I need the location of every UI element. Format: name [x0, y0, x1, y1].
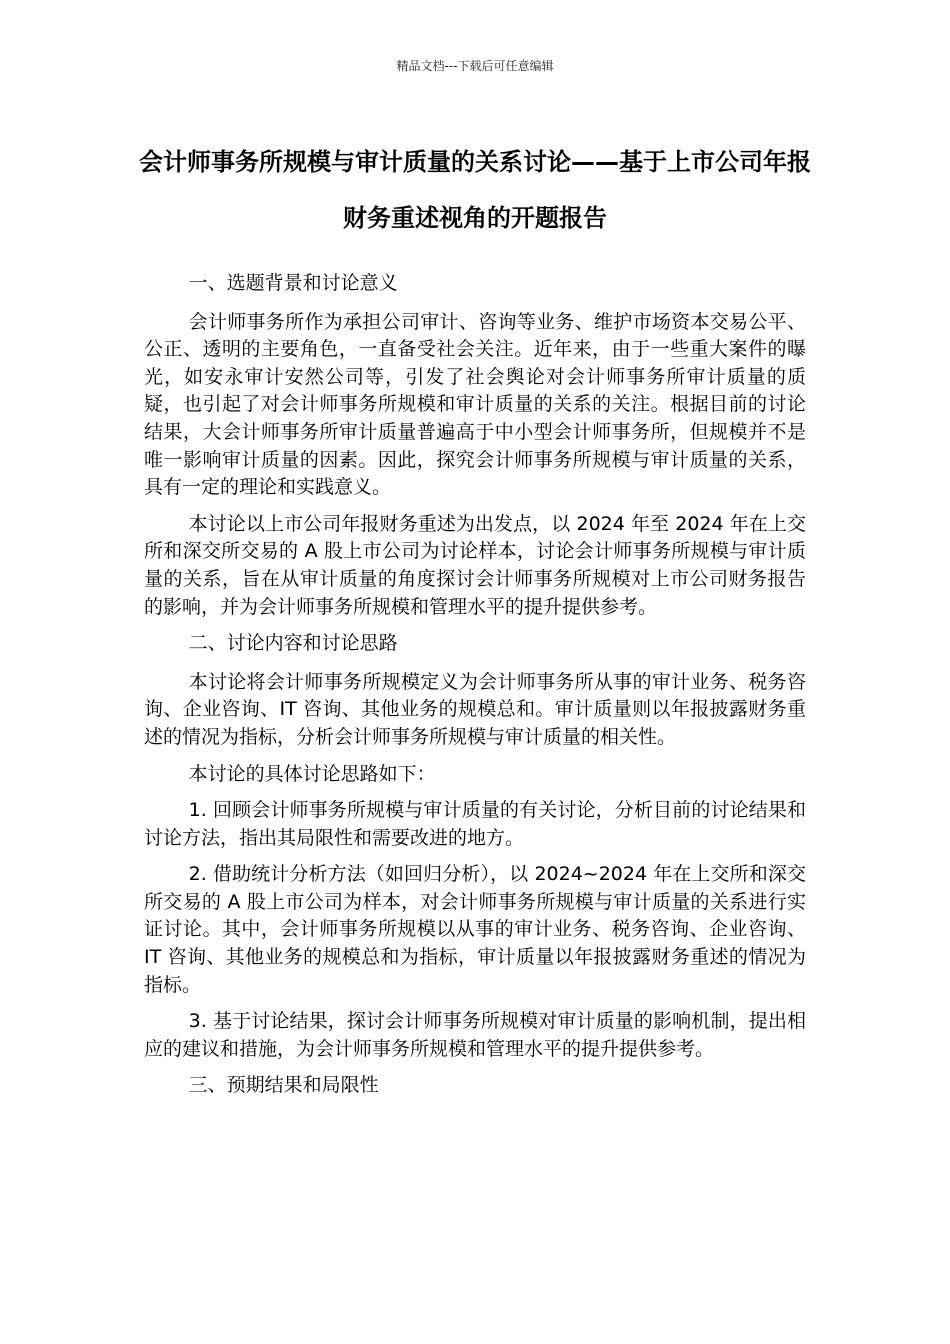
document-body — [144, 270, 806, 1111]
list-item-1: 1. 回顾会计师事务所规模与审计质量的有关讨论，分析目前的讨论结果和讨论方法，指出其局限性和需要改进的地方。 — [144, 799, 806, 849]
list-item-2: 2. 借助统计分析方法（如回归分析），以 2024~2024 年在上交所和深交所交易的 A 股上市公司为样本，对会计师事务所规模与审计质量的关系进行实证讨论。其中，会计师事务所规模以从事的审计业务、税务咨询、企业咨询、IT 咨询、其他业务的规模总和为指标，审计质量以年报披露财务重述的情况为指标。 — [144, 863, 806, 996]
list-item-3: 3. 基于讨论结果，探讨会计师事务所规模对审计质量的影响机制，提出相应的建议和措施，为会计师事务所规模和管理水平的提升提供参考。 — [144, 1010, 806, 1060]
section-heading-2: 二、讨论内容和讨论思路 — [188, 632, 398, 655]
paragraph-approach-intro: 本讨论的具体讨论思路如下： — [188, 762, 436, 785]
document-title: 会计师事务所规模与审计质量的关系讨论——基于上市公司年报财务重述视角的开题报告 — [139, 148, 811, 232]
header-note: 精品文档---下载后可任意编辑 — [396, 59, 554, 73]
section-heading-1: 一、选题背景和讨论意义 — [188, 272, 398, 294]
paragraph-background: 会计师事务所作为承担公司审计、咨询等业务、维护市场资本交易公平、公正、透明的主要角色，一直备受社会关注。近年来，由于一些重大案件的曝光，如安永审计安然公司等，引发了社会舆论对会计师事务所审计质量的质疑，也引起了对会计师事务所规模和审计质量的关系的关注。根据目前的讨论结果，大会计师事务所审计质量普遍高于中小型会计师事务所，但规模并不是唯一影响审计质量的因素。因此，探究会计师事务所规模与审计质量的关系，具有一定的理论和实践意义。 — [144, 310, 806, 499]
section-heading-3: 三、预期结果和局限性 — [188, 1074, 379, 1097]
paragraph-definition: 本讨论将会计师事务所规模定义为会计师事务所从事的审计业务、税务咨询、企业咨询、IT 咨询、其他业务的规模总和。审计质量则以年报披露财务重述的情况为指标，分析会计师事务所规模与审计质量的相关性。 — [144, 670, 806, 748]
paragraph-sample: 本讨论以上市公司年报财务重述为出发点，以 2024 年至 2024 年在上交所和深交所交易的 A 股上市公司为讨论样本，讨论会计师事务所规模与审计质量的关系，旨在从审计质量的角度探讨会计师事务所规模对上市公司财务报告的影响，并为会计师事务所规模和管理水平的提升提供参考。 — [144, 512, 806, 618]
